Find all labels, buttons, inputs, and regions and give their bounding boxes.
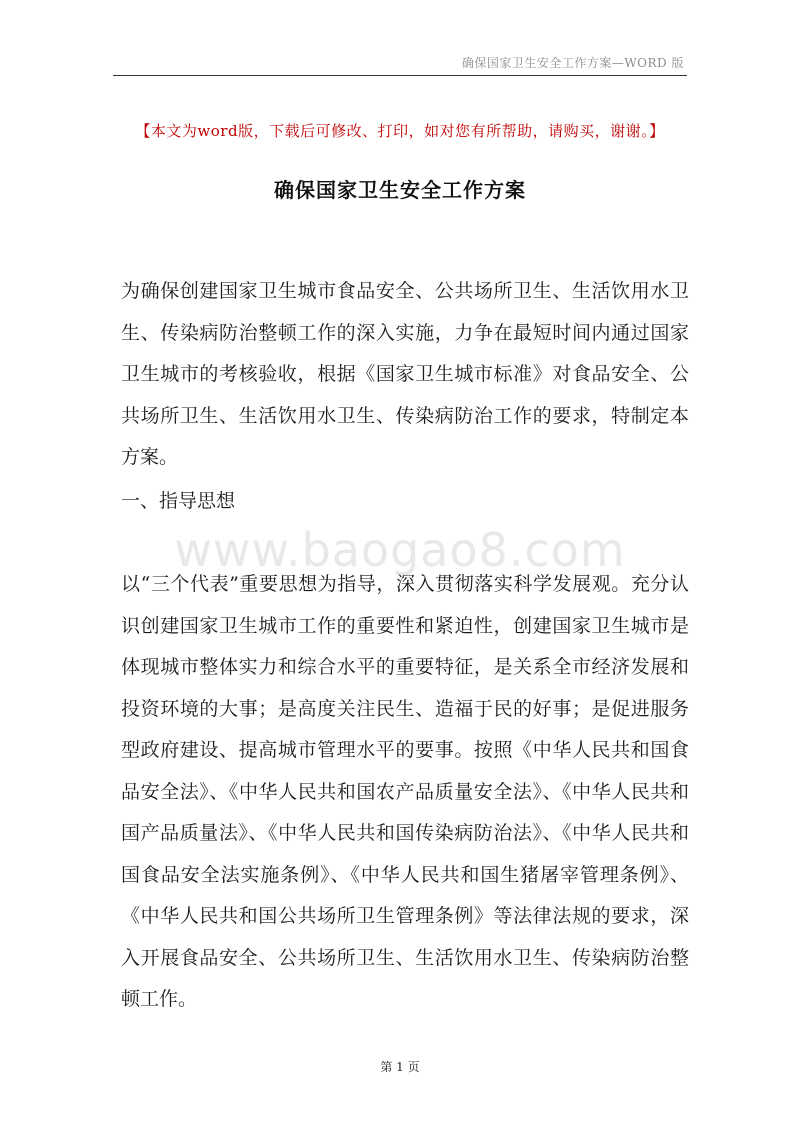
section-heading-guiding-ideology: 一、指导思想 <box>121 490 236 512</box>
page-number: 第 1 页 <box>380 1060 420 1074</box>
section-body-paragraph: 以“三个代表”重要思想为指导，深入贯彻落实科学发展观。充分认识创建国家卫生城市工作的重要性和紧迫性，创建国家卫生城市是体现城市整体实力和综合水平的重要特征，是关系全市经济发展和投资环境的大事；是高度关注民生、造福于民的好事；是促进服务型政府建设、提高城市管理水平的要事。按照《中华人民共和国食品安全法》、《中华人民共和国农产品质量安全法》、《中华人民共和国产品质量法》、《中华人民共和国传染病防治法》、《中华人民共和国食品安全法实施条例》、《中华人民共和国生猪屠宰管理条例》、《中华人民共和国公共场所卫生管理条例》等法律法规的要求，深入开展食品安全、公共场所卫生、生活饮用水卫生、传染病防治整顿工作。 <box>121 573 689 1010</box>
intro-paragraph: 为确保创建国家卫生城市食品安全、公共场所卫生、生活饮用水卫生、传染病防治整顿工作的深入实施，力争在最短时间内通过国家卫生城市的考核验收，根据《国家卫生城市标准》对食品安全、公共场所卫生、生活饮用水卫生、传染病防治工作的要求，特制定本方案。 <box>121 280 689 468</box>
page-header-text: 确保国家卫生安全工作方案—WORD 版 <box>461 56 684 70</box>
header-divider <box>113 75 687 76</box>
watermark: www.baogao8.com <box>174 523 626 577</box>
download-notice: 【本文为word版，下载后可修改、打印，如对您有所帮助，请购买，谢谢。】 <box>135 122 665 140</box>
document-title: 确保国家卫生安全工作方案 <box>274 178 526 202</box>
